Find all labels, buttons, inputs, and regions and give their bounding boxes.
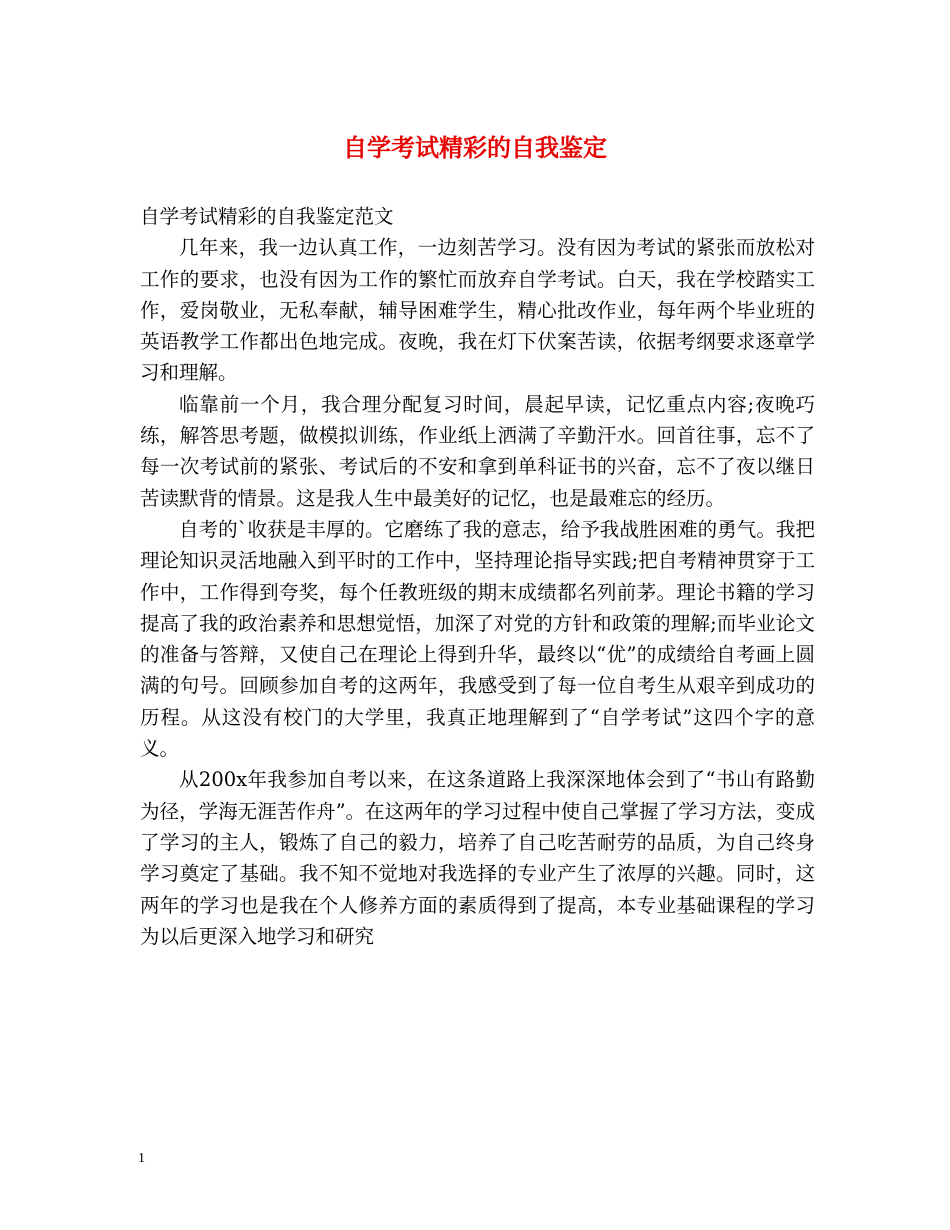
paragraph-1: 几年来，我一边认真工作，一边刻苦学习。没有因为考试的紧张而放松对工作的要求，也没有因为工作的繁忙而放弃自学考试。白天，我在学校踏实工作，爱岗敬业，无私奉献，辅导困难学生，精心批改作业，每年两个毕业班的英语教学工作都出色地完成。夜晚，我在灯下伏案苦读，依据考纲要求逐章学习和理解。 [140,236,815,385]
paragraph-3: 自考的`收获是丰厚的。它磨练了我的意志，给予我战胜困难的勇气。我把理论知识灵活地融入到平时的工作中，坚持理论指导实践;把自考精神贯穿于工作中，工作得到夸奖，每个任教班级的期末成绩都名列前茅。理论书籍的学习提高了我的政治素养和思想觉悟，加深了对党的方针和政策的理解;而毕业论文的准备与答辩，又使自己在理论上得到升华，最终以“优”的成绩给自考画上圆满的句号。回顾参加自考的这两年，我感受到了每一位自考生从艰辛到成功的历程。从这没有校门的大学里，我真正地理解到了“自学考试”这四个字的意义。 [140,517,815,761]
document-title: 自学考试精彩的自我鉴定 [343,133,607,162]
paragraph-4: 从200x年我参加自考以来，在这条道路上我深深地体会到了“书山有路勤为径，学海无涯苦作舟”。在这两年的学习过程中使自己掌握了学习方法，变成了学习的主人，锻炼了自己的毅力，培养了自己吃苦耐劳的品质，为自己终身学习奠定了基础。我不知不觉地对我选择的专业产生了浓厚的兴趣。同时，这两年的学习也是我在个人修养方面的素质得到了提高，本专业基础课程的学习为以后更深入地学习和研究 [140,768,815,948]
document-body [140,201,815,952]
document-subtitle: 自学考试精彩的自我鉴定范文 [140,205,394,228]
page-number: 1 [138,1151,145,1166]
paragraph-2: 临靠前一个月，我合理分配复习时间，晨起早读，记忆重点内容;夜晚巧练，解答思考题，做模拟训练，作业纸上洒满了辛勤汗水。回首往事，忘不了每一次考试前的紧张、考试后的不安和拿到单科证书的兴奋，忘不了夜以继日苦读默背的情景。这是我人生中最美好的记忆，也是最难忘的经历。 [140,392,815,510]
